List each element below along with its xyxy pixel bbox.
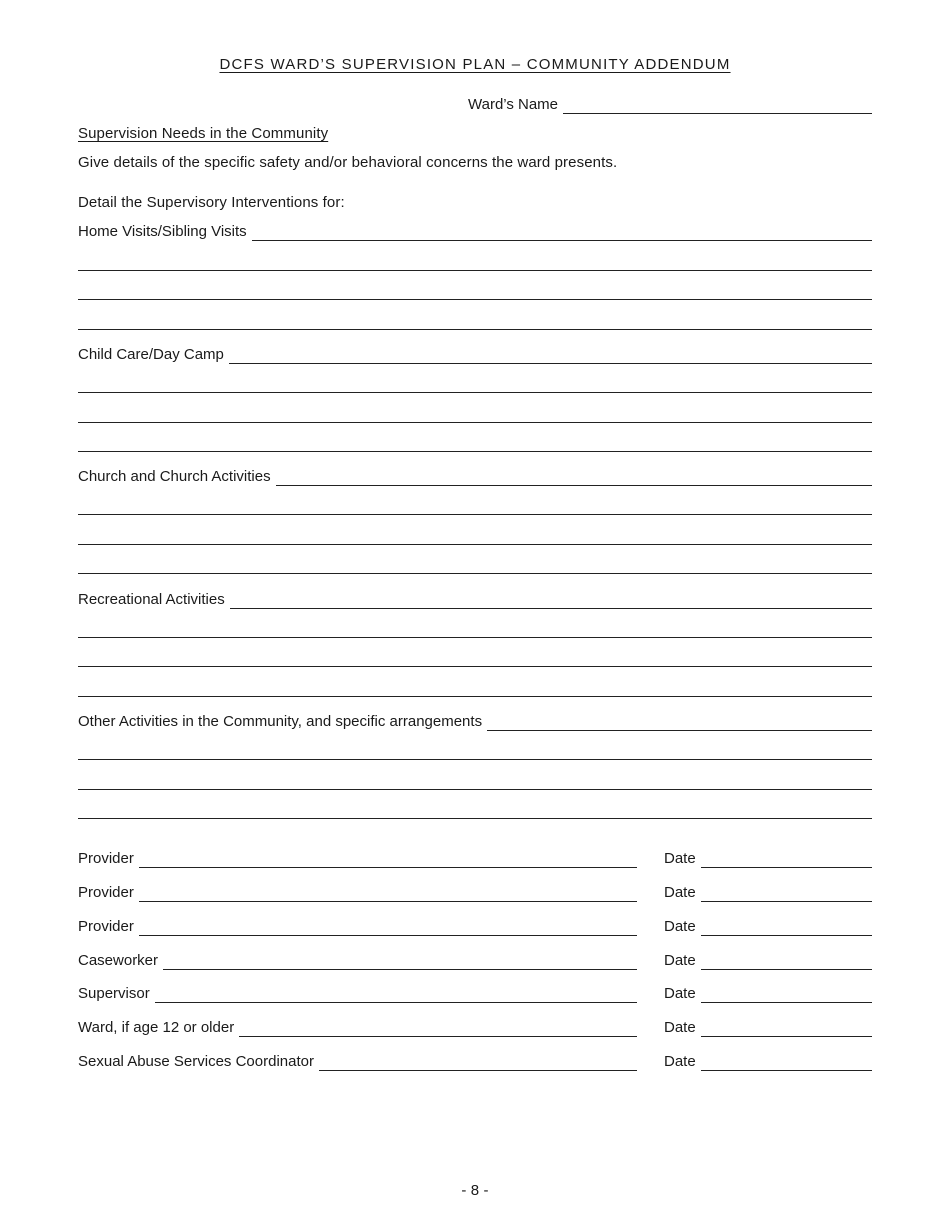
form-title — [0, 56, 950, 73]
date-row — [664, 1053, 872, 1071]
answer-line[interactable] — [78, 759, 872, 760]
answer-line[interactable] — [78, 422, 872, 423]
signature-provider-1 — [78, 850, 637, 868]
section-label: Church and Church Activities — [78, 468, 271, 485]
date-label: Date — [664, 952, 696, 969]
wards-name-field[interactable] — [563, 97, 872, 114]
signature-label: Provider — [78, 884, 134, 901]
answer-line[interactable] — [78, 299, 872, 300]
date-field[interactable] — [701, 1020, 872, 1037]
signature-field[interactable] — [155, 986, 637, 1003]
answer-line[interactable] — [78, 329, 872, 330]
signature-label: Sexual Abuse Services Coordinator — [78, 1053, 314, 1070]
signature-field[interactable] — [319, 1054, 637, 1071]
date-label: Date — [664, 850, 696, 867]
signature-supervisor — [78, 985, 637, 1003]
answer-line[interactable] — [78, 818, 872, 819]
date-label: Date — [664, 918, 696, 935]
answer-line[interactable] — [78, 666, 872, 667]
answer-line[interactable] — [78, 696, 872, 697]
section-home-visits-row — [78, 223, 872, 241]
answer-line[interactable] — [78, 637, 872, 638]
signature-provider-2 — [78, 884, 637, 902]
signature-provider-3 — [78, 918, 637, 936]
intervention-intro: Detail the Supervisory Interventions for: — [78, 194, 345, 211]
section-label: Home Visits/Sibling Visits — [78, 223, 247, 240]
date-field[interactable] — [701, 1054, 872, 1071]
section-church-row — [78, 468, 872, 486]
date-row — [664, 884, 872, 902]
answer-line[interactable] — [78, 544, 872, 545]
signature-label: Provider — [78, 918, 134, 935]
answer-line[interactable] — [78, 573, 872, 574]
signature-field[interactable] — [139, 851, 637, 868]
page-number: - 8 - — [461, 1182, 489, 1199]
date-field[interactable] — [701, 986, 872, 1003]
signature-label: Ward, if age 12 or older — [78, 1019, 235, 1036]
section-child-care-row — [78, 346, 872, 364]
date-field[interactable] — [701, 919, 872, 936]
section-label: Other Activities in the Community, and specific arrangements — [78, 713, 483, 730]
date-field[interactable] — [701, 953, 872, 970]
signature-field[interactable] — [139, 919, 637, 936]
signature-field[interactable] — [239, 1020, 637, 1037]
form-title-text: DCFS WARD’S SUPERVISION PLAN – COMMUNITY ADDENDUM — [219, 56, 731, 73]
answer-line[interactable] — [78, 270, 872, 271]
signature-sexual-abuse-coordinator — [78, 1053, 637, 1071]
signature-label: Provider — [78, 850, 134, 867]
section-heading: Supervision Needs in the Community — [78, 125, 329, 142]
answer-line[interactable] — [78, 514, 872, 515]
wards-name-row — [468, 96, 872, 114]
answer-line[interactable] — [78, 789, 872, 790]
date-label: Date — [664, 1019, 696, 1036]
signature-field[interactable] — [163, 953, 637, 970]
signature-caseworker — [78, 952, 637, 970]
date-label: Date — [664, 1053, 696, 1070]
section-label: Child Care/Day Camp — [78, 346, 224, 363]
section-home-visits-field[interactable] — [252, 224, 872, 241]
date-label: Date — [664, 884, 696, 901]
date-label: Date — [664, 985, 696, 1002]
date-row — [664, 985, 872, 1003]
section-recreational-field[interactable] — [230, 592, 872, 609]
wards-name-label: Ward’s Name — [468, 96, 559, 113]
date-row — [664, 952, 872, 970]
date-row — [664, 850, 872, 868]
section-other-activities-field[interactable] — [487, 714, 872, 731]
signature-ward — [78, 1019, 637, 1037]
instruction-text: Give details of the specific safety and/or behavioral concerns the ward presents. — [78, 154, 618, 171]
section-church-field[interactable] — [276, 469, 872, 486]
answer-line[interactable] — [78, 392, 872, 393]
section-label: Recreational Activities — [78, 591, 225, 608]
date-field[interactable] — [701, 885, 872, 902]
date-row — [664, 918, 872, 936]
date-row — [664, 1019, 872, 1037]
section-recreational-row — [78, 591, 872, 609]
signature-label: Supervisor — [78, 985, 150, 1002]
signature-field[interactable] — [139, 885, 637, 902]
signature-label: Caseworker — [78, 952, 159, 969]
section-child-care-field[interactable] — [229, 347, 872, 364]
answer-line[interactable] — [78, 451, 872, 452]
date-field[interactable] — [701, 851, 872, 868]
section-other-activities-row — [78, 713, 872, 731]
